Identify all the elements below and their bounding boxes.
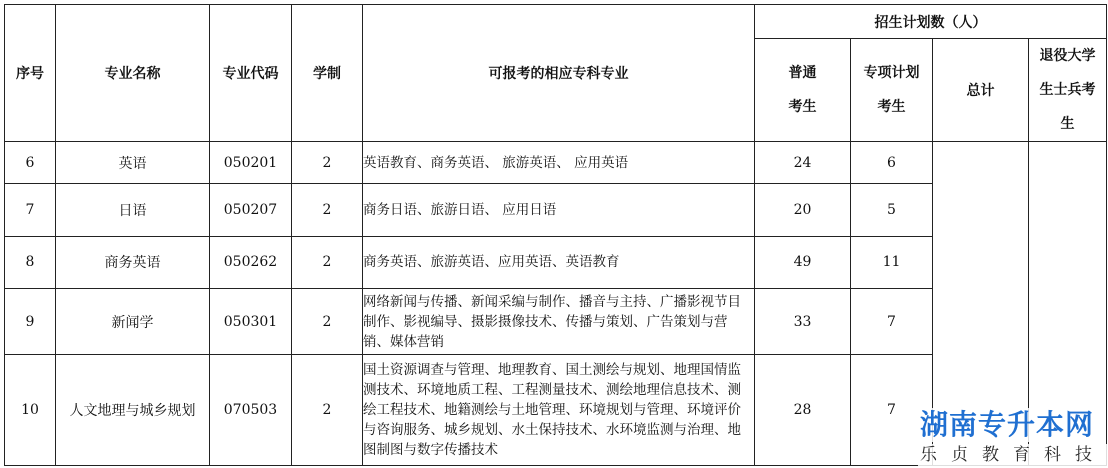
row-major-code: 050207 [210, 184, 292, 236]
row-major-code: 050262 [210, 236, 292, 288]
header-major-name: 专业名称 [56, 5, 210, 142]
row-regular: 33 [755, 288, 851, 354]
row-duration: 2 [292, 184, 363, 236]
header-special [851, 39, 933, 142]
row-duration: 2 [292, 236, 363, 288]
header-regular [755, 39, 851, 142]
row-index: 9 [5, 288, 56, 354]
row-major-name: 英语 [56, 142, 210, 184]
row-eligible-majors: 网络新闻与传播、新闻采编与制作、播音与主持、广播影视节目制作、影视编导、摄影摄像技术、传播与策划、广告策划与营销、媒体营销 [363, 288, 755, 354]
watermark-logo-text: 湖南专升本网 [916, 408, 1098, 442]
header-plan-group: 招生计划数（人） [755, 5, 1107, 39]
row-eligible-majors: 商务英语、旅游英语、应用英语、英语教育 [363, 236, 755, 288]
row-eligible-majors: 国土资源调查与管理、地理教育、国土测绘与规划、地理国情监测技术、环境地质工程、工程测量技术、测绘地理信息技术、测绘工程技术、地籍测绘与土地管理、环境规划与管理、环境评价与咨询服务、城乡规划、水土保持技术、水环境监测与治理、地图制图与数字传播技术 [363, 355, 755, 466]
row-major-name: 商务英语 [56, 236, 210, 288]
row-index: 10 [5, 355, 56, 466]
row-index: 6 [5, 142, 56, 184]
row-index: 8 [5, 236, 56, 288]
header-veteran [1029, 39, 1107, 142]
row-special: 7 [851, 355, 933, 466]
header-veteran-line3: 生 [1060, 116, 1075, 132]
row-special: 5 [851, 184, 933, 236]
row-special: 7 [851, 288, 933, 354]
row-major-code: 050301 [210, 288, 292, 354]
header-special-line1: 专项计划 [863, 65, 920, 81]
row-duration: 2 [292, 355, 363, 466]
header-regular-line1: 普通 [788, 65, 817, 81]
row-duration: 2 [292, 288, 363, 354]
row-regular: 24 [755, 142, 851, 184]
header-index: 序号 [5, 5, 56, 142]
enrollment-plan-table [4, 4, 1107, 466]
header-major-code: 专业代码 [210, 5, 292, 142]
row-index: 7 [5, 184, 56, 236]
row-major-name: 人文地理与城乡规划 [56, 355, 210, 466]
row-major-code: 050201 [210, 142, 292, 184]
table-row [5, 142, 1107, 184]
header-veteran-line1: 退役大学 [1039, 48, 1096, 64]
header-eligible-majors: 可报考的相应专科专业 [363, 5, 755, 142]
row-eligible-majors: 商务日语、旅游日语、 应用日语 [363, 184, 755, 236]
header-veteran-line2: 生士兵考 [1039, 82, 1096, 98]
watermark-subtitle: 乐贞教育科技 [920, 445, 1106, 465]
row-regular: 28 [755, 355, 851, 466]
row-major-name: 日语 [56, 184, 210, 236]
row-regular: 20 [755, 184, 851, 236]
row-duration: 2 [292, 142, 363, 184]
header-total: 总计 [933, 39, 1029, 142]
header-duration: 学制 [292, 5, 363, 142]
header-special-line2: 考生 [877, 99, 906, 115]
row-special: 11 [851, 236, 933, 288]
row-major-name: 新闻学 [56, 288, 210, 354]
row-regular: 49 [755, 236, 851, 288]
row-special: 6 [851, 142, 933, 184]
row-eligible-majors: 英语教育、商务英语、 旅游英语、 应用英语 [363, 142, 755, 184]
header-regular-line2: 考生 [788, 99, 817, 115]
row-major-code: 070503 [210, 355, 292, 466]
